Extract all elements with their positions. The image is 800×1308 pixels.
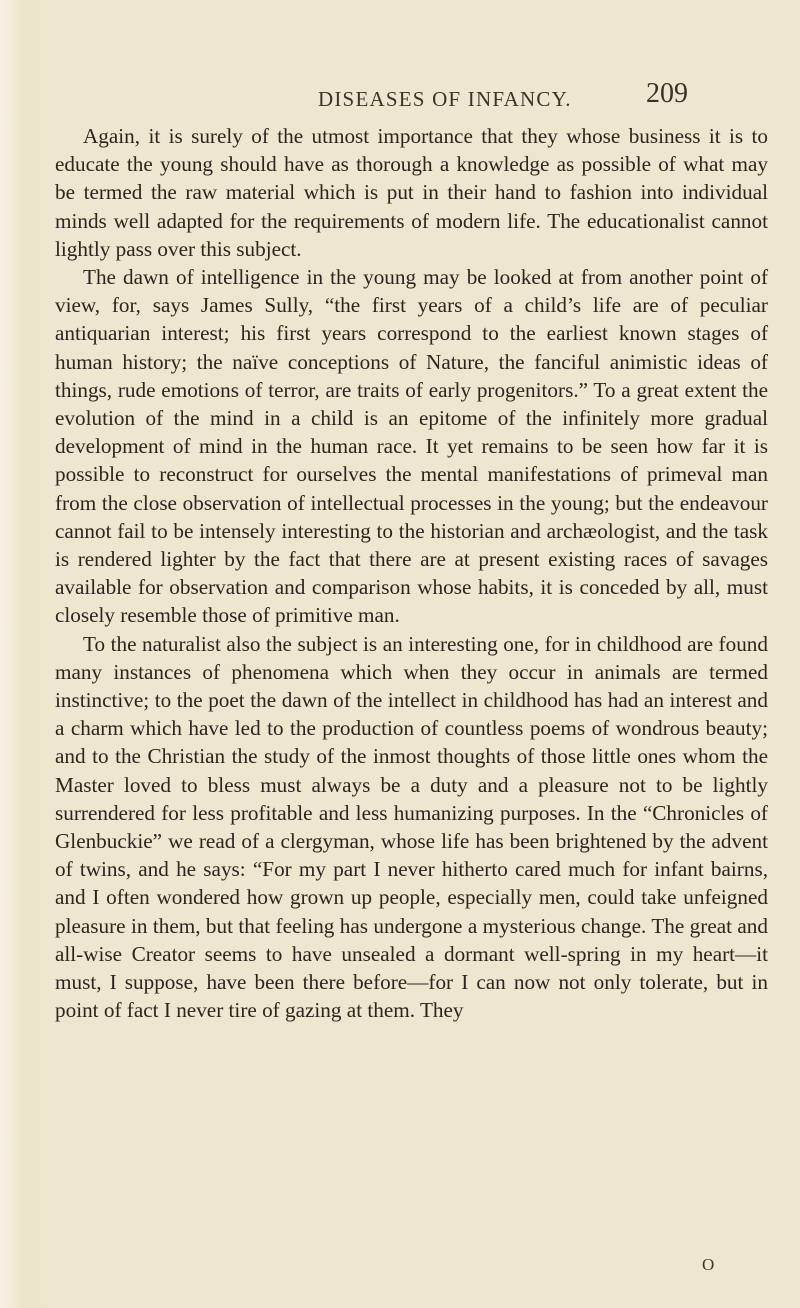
paragraph-3: To the naturalist also the subject is an interesting one, for in childhood are found many instances of phenomena which when they occur in animals are termed instinctive; to the poet the dawn of the intellect in childhood has had an interest and a charm which have led to the production of countless poems of wondrous beauty; and to the Christian the study of the inmost thoughts of those little ones whom the Master loved to bless must always be a duty and a pleasure not to be lightly surrendered for less profitable and less humanizing purposes. In the “Chronicles of Glenbuckie” we read of a clergyman, whose life has been brightened by the advent of twins, and he says: “For my part I never hitherto cared much for infant bairns, and I often wondered how grown up people, especially men, could take unfeigned pleasure in them, but that feeling has undergone a mysterious change. The great and all-wise Creator seems to have unsealed a dormant well-spring in my heart—it must, I suppose, have been there before—for I can now not only tolerate, but in point of fact I never tire of gazing at them. They: [55, 631, 768, 1023]
paragraph-2: The dawn of intelligence in the young may be looked at from another point of view, for, says James Sully, “the first years of a child’s life are of peculiar antiquarian interest; his first years correspond to the earliest known stages of human history; the naïve conceptions of Nature, the fanciful animistic ideas of things, rude emotions of terror, are traits of early progenitors.” To a great extent the evolution of the mind in a child is an epitome of the infinitely more gradual development of mind in the human race. It yet remains to be seen how far it is possible to reconstruct for ourselves the mental manifestations of primeval man from the close observation of intellectual processes in the young; but the endeavour cannot fail to be intensely interesting to the historian and archæologist, and the task is rendered lighter by the fact that there are at present existing races of savages available for observation and comparison whose habits, it is conceded by all, must closely resemble those of primitive man.: [55, 265, 768, 628]
page-number: 209: [646, 78, 688, 109]
body-text: [55, 122, 768, 1025]
paragraph-1: Again, it is surely of the utmost importance that they whose business it is to educate the young should have as thorough a knowledge as possible of what may be termed the raw material which is put in their hand to fashion into individual minds well adapted for the requirements of modern life. The educationalist cannot lightly pass over this subject.: [55, 124, 768, 261]
signature-mark: O: [702, 1255, 715, 1274]
running-head: DISEASES OF INFANCY.: [318, 87, 572, 111]
